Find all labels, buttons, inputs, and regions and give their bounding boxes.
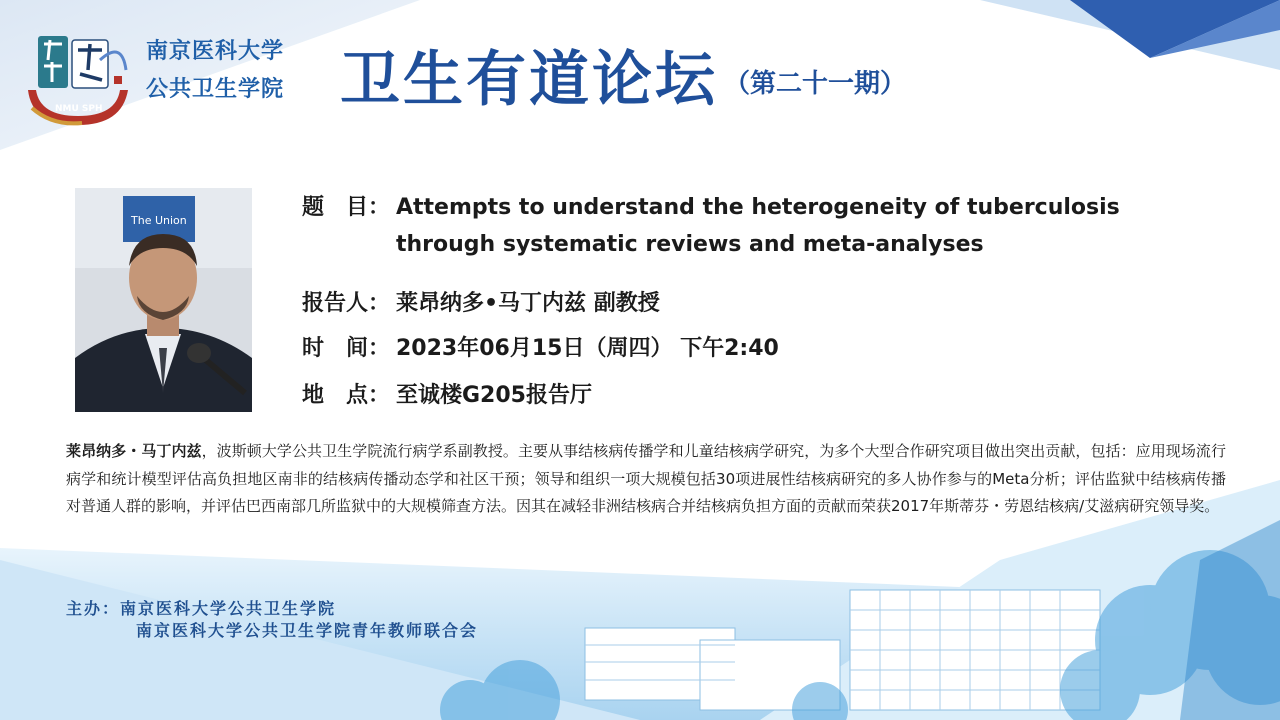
host-label: 主办： xyxy=(66,599,121,618)
title-row-2 xyxy=(396,232,984,257)
host-organizers xyxy=(66,598,478,642)
title-row xyxy=(302,190,1120,221)
school-name-line1: 南京医科大学 xyxy=(146,39,285,64)
title-line2: through systematic reviews and meta-analyses xyxy=(396,232,984,257)
school-logo xyxy=(22,30,134,130)
forum-title-main: 卫生有道论坛 xyxy=(340,45,718,115)
svg-text:NMU SPH: NMU SPH xyxy=(55,104,103,114)
time-row xyxy=(302,331,779,362)
title-label: 题 目： xyxy=(302,195,391,220)
time-label: 时 间： xyxy=(302,336,391,361)
school-name-line2: 公共卫生学院 xyxy=(146,77,285,102)
time-value: 2023年06月15日（周四） 下午2:40 xyxy=(396,336,779,361)
bio-name: 莱昂纳多・马丁内兹 xyxy=(66,442,202,460)
place-value: 至诚楼G205报告厅 xyxy=(396,383,592,408)
place-label: 地 点： xyxy=(302,383,391,408)
photo-sign-text: The Union xyxy=(131,214,187,227)
title-line1: Attempts to understand the heterogeneity of tuberculosis xyxy=(396,195,1120,220)
speaker-row xyxy=(302,286,660,317)
place-row xyxy=(302,378,592,409)
speaker-value: 莱昂纳多•马丁内兹 副教授 xyxy=(396,291,660,316)
forum-issue: （第二十一期） xyxy=(724,69,907,99)
school-name xyxy=(146,34,284,110)
forum-title xyxy=(340,32,906,118)
host-org2: 南京医科大学公共卫生学院青年教师联合会 xyxy=(136,621,479,640)
speaker-photo xyxy=(75,188,252,412)
host-org1: 南京医科大学公共卫生学院 xyxy=(120,599,337,618)
speaker-label: 报告人： xyxy=(302,291,391,316)
speaker-bio xyxy=(66,438,1226,521)
bio-text: ，波斯顿大学公共卫生学院流行病学系副教授。主要从事结核病传播学和儿童结核病学研究，为多个大型合作研究项目做出突出贡献，包括：应用现场流行病学和统计模型评估高负担地区南非的结核病传播动态学和社区干预；领导和组织一项大规模包括30项进展性结核病研究的多人协作参与的Meta分析；评估监狱中结核病传播对普通人群的影响，并评估巴西南部几所监狱中的大规模筛查方法。因其在减轻非洲结核病合并结核病负担方面的贡献而荣获2017年斯蒂芬・劳恩结核病/艾滋病研究领导奖。 xyxy=(66,442,1226,515)
